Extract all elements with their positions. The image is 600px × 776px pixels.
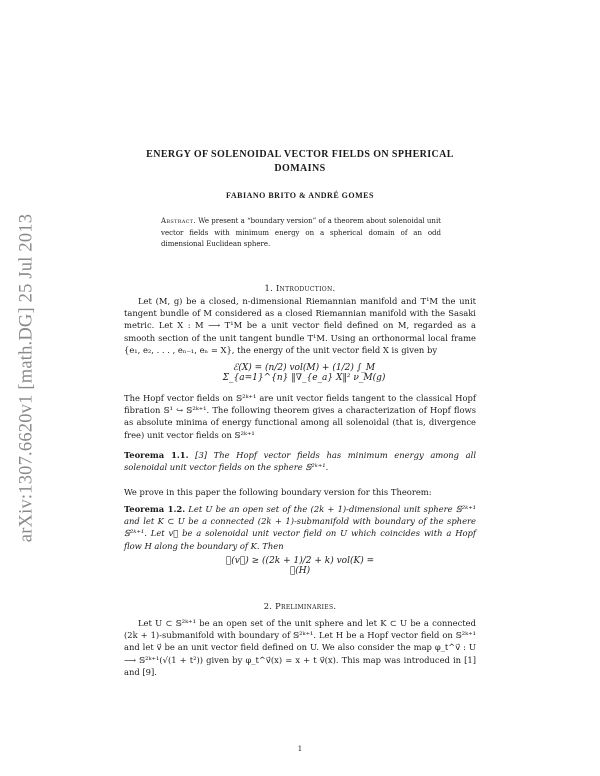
abstract — [161, 216, 441, 251]
paper-authors: FABIANO BRITO & ANDRÉ GOMES — [226, 191, 374, 200]
theorem-1-2 — [124, 503, 476, 552]
arxiv-stamp-text: arXiv:1307.6620v1 [math.DG] 25 Jul 2013 — [16, 213, 37, 543]
section-2-title: Preliminaries. — [275, 601, 337, 611]
theorem-1-1 — [124, 449, 476, 473]
abstract-label: Abstract. — [161, 217, 196, 225]
intro-paragraph-3: We prove in this paper the following boundary version for this Theorem: — [124, 487, 432, 497]
energy-inequality: ℰ(v⃗) ≥ ((2k + 1)/2 + k) vol(K) = ℰ(H) — [225, 556, 375, 576]
energy-equation: ℰ(X) = (n/2) vol(M) + (1/2) ∫_M Σ_{a=1}^{n} ‖∇_{e_a} X‖² ν_M(g) — [222, 363, 386, 383]
intro-paragraph-2: The Hopf vector fields on 𝕊²ᵏ⁺¹ are unit vector fields tangent to the classical Hopf fibration 𝕊¹ ↪ 𝕊²ᵏ⁺¹. The following theorem gives a characterization of Hopf flows as absolute minima of energy functional among all solenoidal (that is, divergence free) unit vector fields on 𝕊²ᵏ⁺¹ — [124, 393, 476, 440]
preliminaries-paragraph: Let U ⊂ 𝕊²ᵏ⁺¹ be an open set of the unit sphere and let K ⊂ U be a connected (2k + 1)-submanifold with boundary of 𝕊²ᵏ⁺¹. Let H be a Hopf vector field on 𝕊²ᵏ⁺¹ and let v⃗ be an unit vector field defined on U. We also consider the map φ_t^v⃗ : U ⟶ 𝕊²ᵏ⁺¹(√(1 + t²)) given by φ_t^v⃗(x) = x + t v⃗(x). This map was introduced in [1] and [9]. — [124, 618, 476, 677]
section-2-number: 2. — [263, 601, 273, 611]
theorem-1-2-label: Teorema 1.2. — [124, 504, 186, 514]
paper-title: ENERGY OF SOLENOIDAL VECTOR FIELDS ON SPHERICAL DOMAINS — [146, 149, 454, 174]
section-1-heading — [124, 283, 476, 293]
section-1-title: Introduction. — [275, 283, 336, 293]
intro-paragraph-1: Let (M, g) be a closed, n-dimensional Riemannian manifold and T¹M the unit tangent bundle of M considered as a closed Riemannian manifold with the Sasaki metric. Let X : M ⟶ T¹M be a unit vector field defined on M, regarded as a smooth section of the unit tangent bundle T¹M. Using an orthonormal local frame {e₁, e₂, . . . , eₙ₋₁, eₙ = X}, the energy of the unit vector field X is given by — [124, 296, 476, 355]
theorem-1-1-text: [3] The Hopf vector fields has minimum energy among all solenoidal unit vector fields on the sphere 𝕊²ᵏ⁺¹. — [124, 450, 476, 473]
section-1-number: 1. — [264, 283, 274, 293]
theorem-1-2-text: Let U be an open set of the (2k + 1)-dimensional unit sphere 𝕊²ᵏ⁺¹ and let K ⊂ U be a connected (2k + 1)-submanifold with boundary of the sphere 𝕊²ᵏ⁺¹. Let v⃗ be a solenoidal unit vector field on U which coincides with a Hopf flow H along the boundary of K. Then — [124, 504, 476, 551]
theorem-1-1-label: Teorema 1.1. — [124, 450, 189, 460]
page-number: 1 — [297, 745, 303, 753]
section-2-heading — [124, 601, 476, 611]
arxiv-stamp — [14, 178, 40, 578]
abstract-text: We present a “boundary version” of a theorem about solenoidal unit vector fields with minimum energy on a spherical domain of an odd dimensional Euclidean sphere. — [161, 217, 441, 248]
